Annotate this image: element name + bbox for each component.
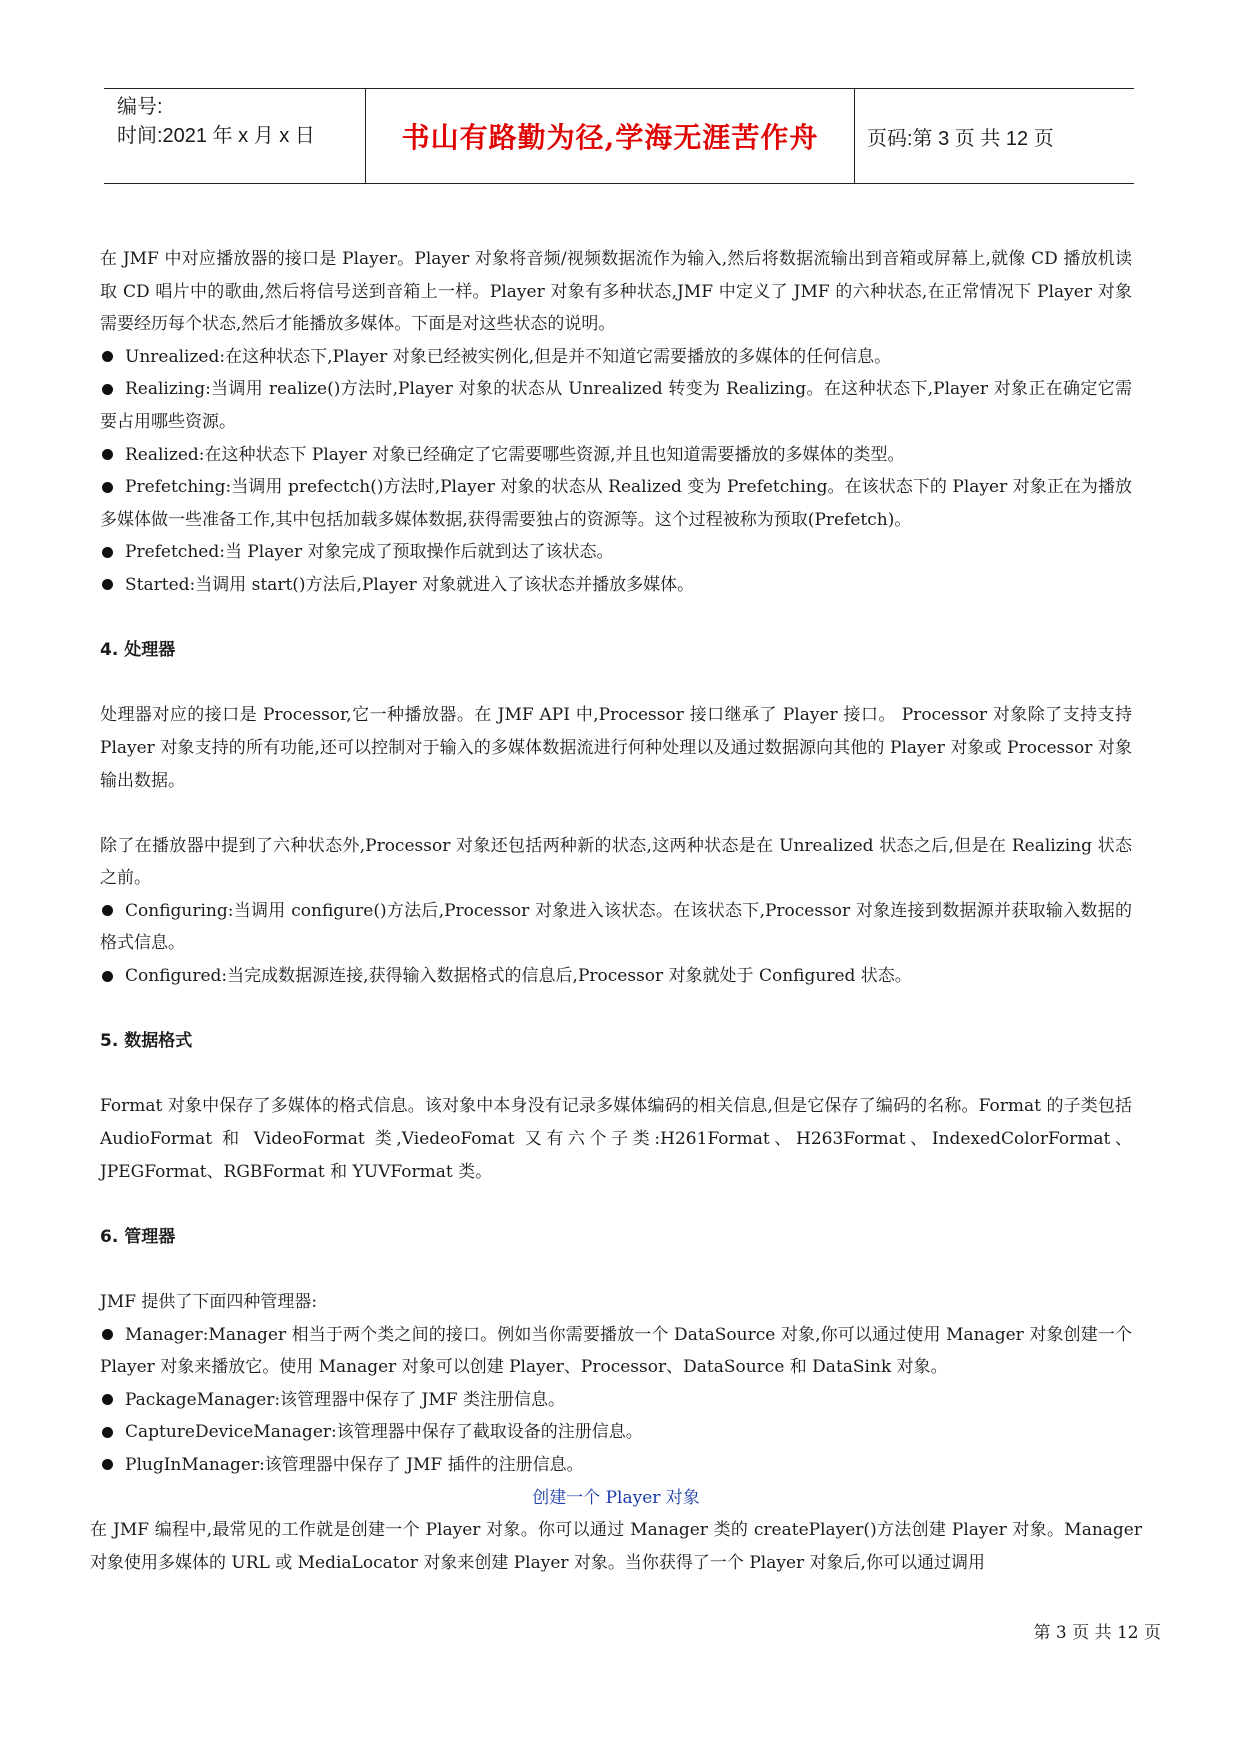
document-time-label: 时间:2021 年 x 月 x 日 <box>117 125 315 147</box>
bullet-text: PackageManager:该管理器中保存了 JMF 类注册信息。 <box>125 1389 565 1410</box>
paragraph-managers-intro: JMF 提供了下面四种管理器: <box>100 1292 318 1312</box>
bullet-icon <box>102 351 113 362</box>
bullet-configuring <box>100 895 1132 960</box>
header-meta <box>104 89 366 183</box>
heading-data-format: 5. 数据格式 <box>100 1031 193 1052</box>
bullet-icon <box>102 449 113 460</box>
paragraph-create-player: 在 JMF 编程中,最常见的工作就是创建一个 Player 对象。你可以通过 Manager 类的 createPlayer()方法创建 Player 对象。Manager 对象使用多媒体的 URL 或 MediaLocator 对象来创建 Player 对象。当你获得了一个 Player 对象后,你可以通过调用 <box>90 1520 1142 1573</box>
paragraph-format: Format 对象中保存了多媒体的格式信息。该对象中本身没有记录多媒体编码的相关信息,但是它保存了编码的名称。Format 的子类包括 AudioFormat 和 VideoFormat 类,ViedeoFomat 又有六个子类:H261Format、H263Format、IndexedColorFormat、JPEGFormat、RGBFormat 和 YUVFormat 类。 <box>100 1096 1132 1182</box>
bullet-unrealized <box>100 341 1132 374</box>
bullet-started <box>100 569 1132 602</box>
section-title-create-player: 创建一个 Player 对象 <box>532 1487 700 1508</box>
bullet-text: CaptureDeviceManager:该管理器中保存了截取设备的注册信息。 <box>125 1422 643 1443</box>
bullet-text: Prefetched:当 Player 对象完成了预取操作后就到达了该状态。 <box>125 542 614 563</box>
bullet-icon <box>102 971 113 982</box>
bullet-text: Started:当调用 start()方法后,Player 对象就进入了该状态并播放多媒体。 <box>125 574 695 595</box>
bullet-realizing <box>100 373 1132 438</box>
header-motto: 书山有路勤为径,学海无涯苦作舟 <box>366 89 855 183</box>
bullet-text: Manager:Manager 相当于两个类之间的接口。例如当你需要播放一个 DataSource 对象,你可以通过使用 Manager 对象创建一个 Player 对象来播放它。使用 Manager 对象可以创建 Player、Processor、DataSource 和 DataSink 对象。 <box>100 1324 1132 1378</box>
bullet-icon <box>102 1329 113 1340</box>
bullet-prefetched <box>100 536 1132 569</box>
paragraph-player-intro: 在 JMF 中对应播放器的接口是 Player。Player 对象将音频/视频数据流作为输入,然后将数据流输出到音箱或屏幕上,就像 CD 播放机读取 CD 唱片中的歌曲,然后将信号送到音箱上一样。Player 对象有多种状态,JMF 中定义了 JMF 的六种状态,在正常情况下 Player 对象需要经历每个状态,然后才能播放多媒体。下面是对这些状态的说明。 <box>100 249 1132 335</box>
bullet-text: Realized:在这种状态下 Player 对象已经确定了它需要哪些资源,并且也知道需要播放的多媒体的类型。 <box>125 444 905 465</box>
bullet-configured <box>100 960 1132 993</box>
bullet-package-manager <box>100 1384 1132 1417</box>
bullet-icon <box>102 482 113 493</box>
bullet-icon <box>102 1394 113 1405</box>
paragraph-processor-states: 除了在播放器中提到了六种状态外,Processor 对象还包括两种新的状态,这两种状态是在 Unrealized 状态之后,但是在 Realizing 状态之前。 <box>100 835 1132 889</box>
bullet-icon <box>102 1459 113 1470</box>
bullet-text: Configuring:当调用 configure()方法后,Processor 对象进入该状态。在该状态下,Processor 对象连接到数据源并获取输入数据的格式信息。 <box>100 900 1132 954</box>
bullet-capture-device-manager <box>100 1416 1132 1449</box>
bullet-icon <box>102 547 113 558</box>
bullet-icon <box>102 1427 113 1438</box>
bullet-text: Prefetching:当调用 prefectch()方法时,Player 对象的状态从 Realized 变为 Prefetching。在该状态下的 Player 对象正在为播放多媒体做一些准备工作,其中包括加载多媒体数据,获得需要独占的资源等。这个过程被称为预取(Prefetch)。 <box>100 477 1132 530</box>
document-body <box>90 243 1142 1579</box>
header-page-label: 页码:第 3 页 共 12 页 <box>867 127 1054 150</box>
bullet-manager <box>100 1319 1132 1384</box>
heading-manager: 6. 管理器 <box>100 1226 176 1247</box>
document-number-label: 编号: <box>117 96 163 118</box>
bullet-icon <box>102 905 113 916</box>
bullet-text: Unrealized:在这种状态下,Player 对象已经被实例化,但是并不知道它需要播放的多媒体的任何信息。 <box>125 346 892 367</box>
bullet-icon <box>102 579 113 590</box>
bullet-plugin-manager <box>100 1449 1132 1482</box>
paragraph-processor: 处理器对应的接口是 Processor,它一种播放器。在 JMF API 中,Processor 接口继承了 Player 接口。 Processor 对象除了支持支持 Player 对象支持的所有功能,还可以控制对于输入的多媒体数据流进行何种处理以及通过数据源向其他的 Player 对象或 Processor 对象输出数据。 <box>100 705 1132 791</box>
heading-processor: 4. 处理器 <box>100 640 176 661</box>
bullet-icon <box>102 384 113 395</box>
bullet-text: Configured:当完成数据源连接,获得输入数据格式的信息后,Processor 对象就处于 Configured 状态。 <box>125 966 912 987</box>
page-footer: 第 3 页 共 12 页 <box>1033 1623 1161 1643</box>
bullet-text: Realizing:当调用 realize()方法时,Player 对象的状态从 Unrealized 转变为 Realizing。在这种状态下,Player 对象正在确定它需要占用哪些资源。 <box>100 379 1132 432</box>
page-header <box>104 88 1134 184</box>
bullet-prefetching <box>100 471 1132 536</box>
bullet-text: PlugInManager:该管理器中保存了 JMF 插件的注册信息。 <box>125 1454 584 1475</box>
bullet-realized <box>100 439 1132 472</box>
